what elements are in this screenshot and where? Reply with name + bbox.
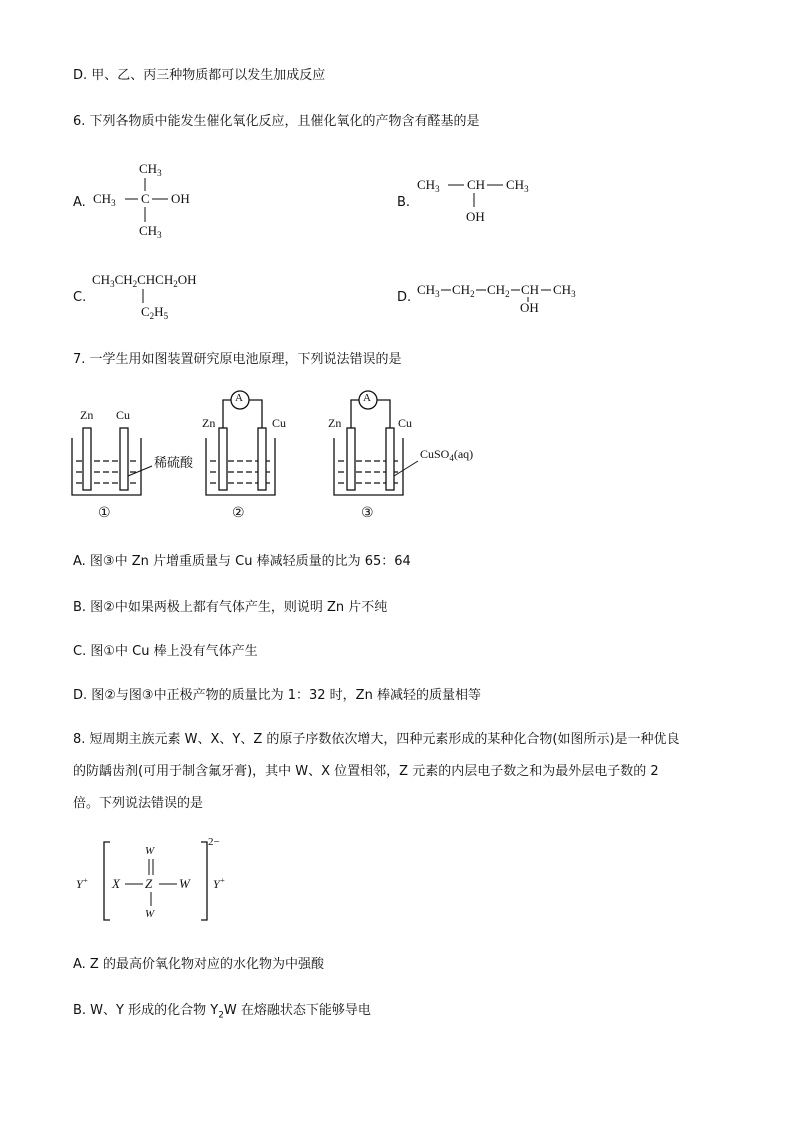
q5-option-d: D. 甲、乙、丙三种物质都可以发生加成反应 bbox=[73, 68, 326, 83]
q8-w-bottom: W bbox=[145, 908, 155, 920]
q6-d-ch3-2: $CH_3$ bbox=[553, 282, 576, 299]
q6-d-ch3-1: $CH_3$ bbox=[417, 282, 440, 299]
q6-b-ch: CH bbox=[467, 177, 486, 192]
q8-w-top: W bbox=[145, 845, 155, 857]
q6-a-label: A. bbox=[73, 195, 86, 210]
q6-a-ch3-bottom: $CH_3$ bbox=[139, 223, 162, 240]
q6-a-c: C bbox=[141, 191, 150, 206]
q6-b-ch3-left: $CH_3$ bbox=[417, 177, 440, 194]
q7-option-b: B. 图②中如果两极上都有气体产生，则说明 Zn 片不纯 bbox=[73, 600, 388, 615]
q8-brackets-bonds bbox=[0, 0, 1, 1]
q8-option-a: A. Z 的最高价氧化物对应的水化物为中强酸 bbox=[73, 957, 324, 972]
q6-c-label: C. bbox=[73, 290, 87, 305]
q8-z: Z bbox=[145, 876, 153, 891]
q7-fig1-cu: Cu bbox=[116, 408, 131, 422]
q8-option-b: B. W、Y 形成的化合物 $Y_2W$ 在熔融状态下能够导电 bbox=[73, 1003, 371, 1021]
q8-x: X bbox=[112, 876, 120, 891]
q7-fig2-cu: Cu bbox=[272, 416, 287, 430]
q6-c-main: $CH_3CH_2CHCH_2OH$ bbox=[92, 272, 197, 289]
q7-fig1-acid: 稀硫酸 bbox=[154, 456, 194, 471]
q6-b-label: B. bbox=[397, 195, 411, 210]
q8-stem-line3: 倍。下列说法错误的是 bbox=[73, 796, 204, 811]
q6-d-oh: OH bbox=[520, 300, 539, 315]
q8-stem-line1: 8. 短周期主族元素 W、X、Y、Z 的原子序数依次增大，四种元素形成的某种化合物(如图所示)是一种优良 bbox=[73, 732, 680, 747]
q7-option-c: C. 图①中 Cu 棒上没有气体产生 bbox=[73, 644, 258, 659]
q8-charge: 2− bbox=[208, 836, 220, 848]
q7-fig2-number: ② bbox=[232, 505, 245, 521]
q7-fig3-ammeter: A bbox=[363, 392, 371, 404]
q7-option-d: D. 图②与图③中正极产物的质量比为 1：32 时，Zn 棒减轻的质量相等 bbox=[73, 688, 481, 703]
q7-fig2-ammeter: A bbox=[235, 392, 243, 404]
q6-d-ch: CH bbox=[521, 282, 540, 297]
q7-fig3-cuso4: CuSO$_4$(aq) bbox=[420, 447, 474, 463]
q8-w-right: W bbox=[179, 876, 190, 891]
q6-stem: 6. 下列各物质中能发生催化氧化反应，且催化氧化的产物含有醛基的是 bbox=[73, 114, 480, 129]
q6-a-ch3-top: $CH_3$ bbox=[139, 161, 162, 178]
q8-y-left: Y+ bbox=[76, 876, 89, 891]
q6-b-oh: OH bbox=[466, 209, 485, 224]
q6-a-ch3-left: $CH_3$ bbox=[93, 191, 116, 208]
q6-b-ch3-right: $CH_3$ bbox=[506, 177, 529, 194]
q7-fig1-zn: Zn bbox=[80, 408, 94, 422]
q6-d-label: D. bbox=[397, 290, 412, 305]
q7-fig3-zn: Zn bbox=[328, 416, 342, 430]
q7-fig3-cu: Cu bbox=[398, 416, 413, 430]
q6-a-oh: OH bbox=[171, 191, 190, 206]
q7-fig1-number: ① bbox=[98, 505, 111, 521]
q7-option-a: A. 图③中 Zn 片增重质量与 Cu 棒减轻质量的比为 65：64 bbox=[73, 554, 411, 569]
q8-y-right: Y+ bbox=[213, 876, 226, 891]
q7-stem: 7. 一学生用如图装置研究原电池原理，下列说法错误的是 bbox=[73, 352, 402, 367]
q7-fig2-zn: Zn bbox=[202, 416, 216, 430]
q6-c-ethyl: $C_2H_5$ bbox=[141, 304, 169, 321]
q7-fig3-number: ③ bbox=[361, 505, 374, 521]
q6-d-ch2-1: $CH_2$ bbox=[452, 282, 475, 299]
q8-stem-line2: 的防龋齿剂(可用于制含氟牙膏)，其中 W、X 位置相邻，Z 元素的内层电子数之和为最外层电子数的 2 bbox=[73, 764, 659, 779]
q6-d-ch2-2: $CH_2$ bbox=[487, 282, 510, 299]
